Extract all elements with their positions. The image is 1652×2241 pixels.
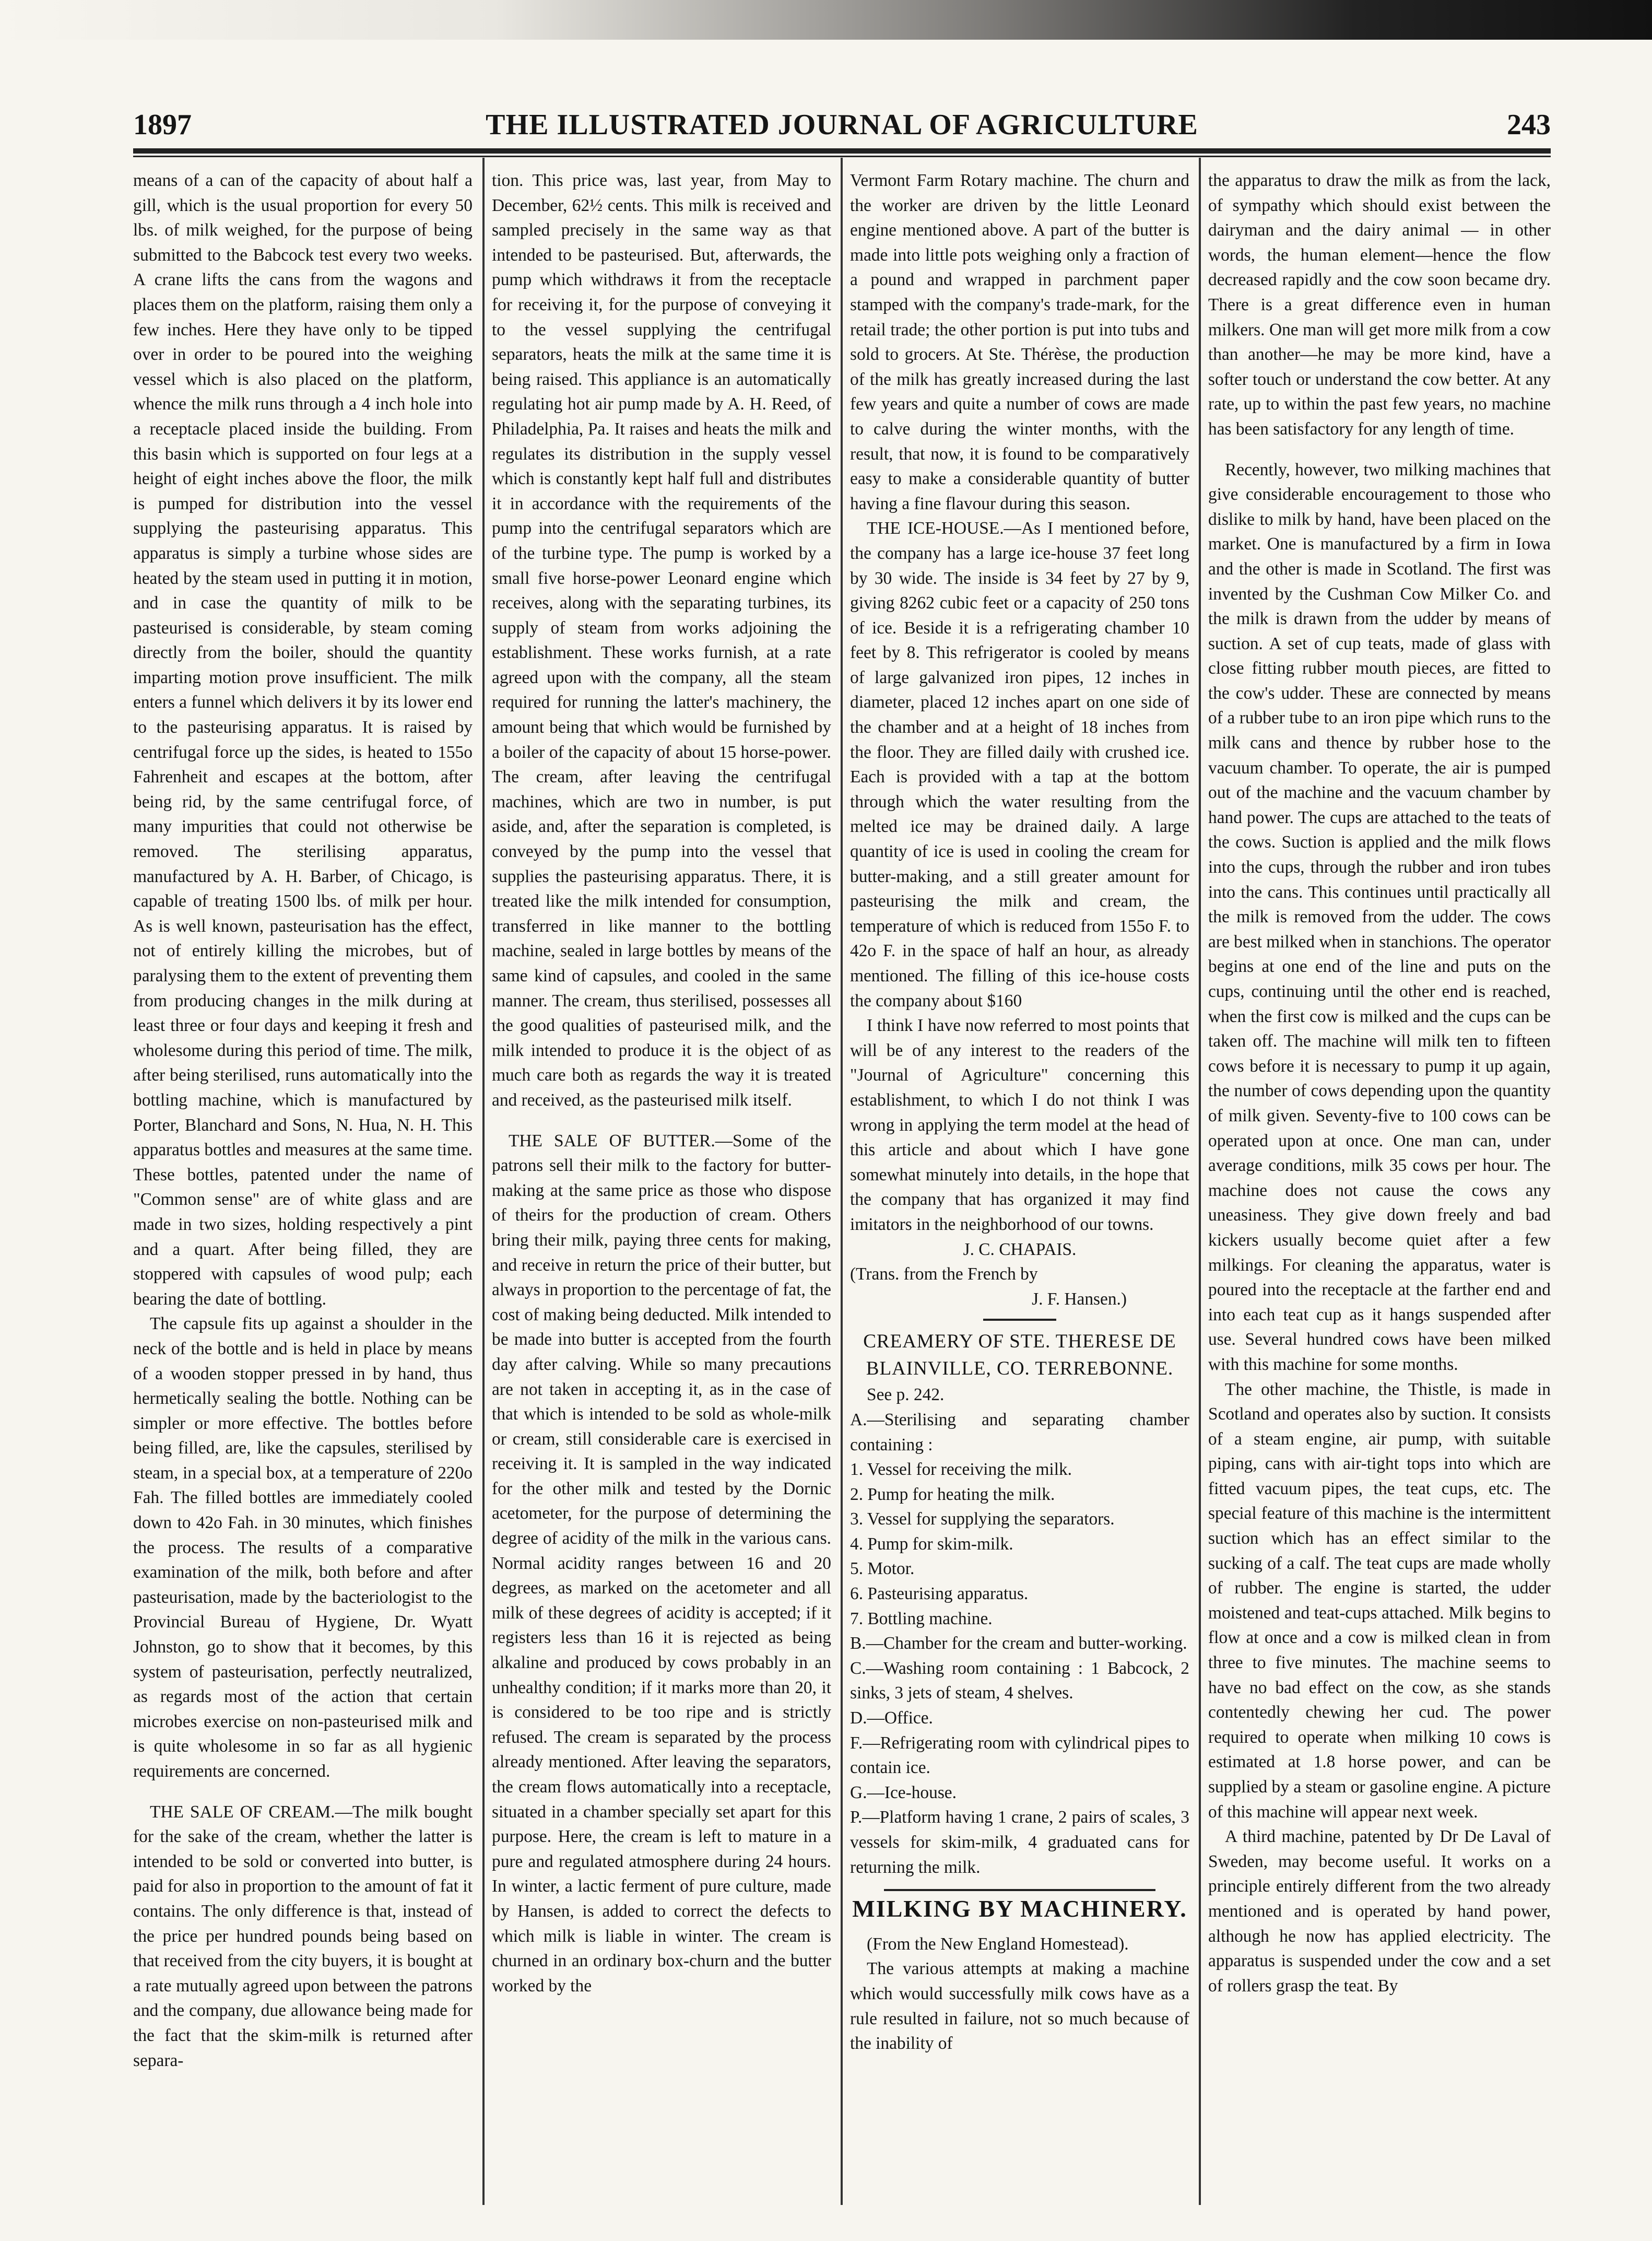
creamery-heading: CREAMERY OF STE. THERESE DE BLAINVILLE, CO. TERREBONNE. [863, 1331, 1176, 1380]
section-divider [983, 1319, 1056, 1321]
see-reference: See p. 242. [867, 1385, 945, 1405]
legend-item: A.—Sterilising and separating chamber containing : [850, 1410, 1189, 1454]
legend-item: B.—Chamber for the cream and butter-working. [850, 1634, 1187, 1653]
ice-house-paragraph: THE ICE-HOUSE.—As I mentioned before, the company has a large ice-house 37 feet long by 30 wide. The inside is 34 feet by 27 by 9, giving 8262 cubic feet or a capacity of 250 tons of ice. Beside it is a refrigerating chamber 10 feet by 8. This refrigerator is cooled by means of large galvanized iron pipes, 12 inches in diameter, placed 12 inches apart on one side of the chamber and at a height of 18 inches from the floor. They are filled daily with crushed ice. Each is provided with a tap at the bottom through which the water resulting from the melted ice may be drained daily. A large quantity of ice is used in cooling the cream for butter-making, and a still greater amount for pasteurising the milk and cream, the temperature of which is reduced from 155o F. to 42o F. in the space of half an hour, as already mentioned. The filling of this ice-house costs the company about $160 [850, 519, 1189, 1011]
article-paragraph: A third machine, patented by Dr De Laval of Sweden, may become useful. It works on a principle entirely different from the two already mentioned and is operated by hand power, although he now has applied electricity. The apparatus is suspended under the cow and a set of rollers grasp the teat. By [1208, 1827, 1551, 1996]
source-note: (From the New England Homestead). [867, 1934, 1129, 1954]
legend-list [850, 1407, 1189, 1880]
column-rule-2 [841, 158, 843, 2205]
section-divider [884, 1889, 1155, 1891]
sale-of-butter-paragraph: THE SALE OF BUTTER.—Some of the patrons sell their milk to the factory for butter-making at the same price as those who dispose of theirs for the production of cream. Others bring their milk, paying three cents for making, and receive in return the price of their butter, but always in proportion to the percentage of fat, the cost of making being deducted. Milk intended to be made into butter is accepted from the fourth day after calving. While so many precautions are not taken in accepting it, as in the case of that which is intended to be sold as whole-milk or cream, still considerable care is exercised in receiving it. It is sampled in the way indicated for the other milk and tested by the Dornic acetometer, for the purpose of determining the degree of acidity of the milk in the various cans. Normal acidity ranges between 16 and 20 degrees, as marked on the acetometer and all milk of these degrees of acidity is accepted; if it registers less than 16 it is rejected as being alkaline and produced by cows probably in an unhealthy condition; if it marks more than 20, it is considered to be too ripe and is strictly refused. The cream is separated by the process already mentioned. After leaving the separators, the cream flows automatically into a receptacle, situated in a chamber specially set apart for this purpose. Here, the cream is left to mature in a pure and regulated atmosphere during 24 hours. In winter, a lactic ferment of pure culture, made by Hansen, is added to correct the defects to which milk is liable in winter. The cream is churned in an ordinary box-churn and the butter worked by the [492, 1131, 831, 1996]
legend-item: F.—Refrigerating room with cylindrical pipes to contain ice. [850, 1733, 1189, 1778]
legend-item: C.—Washing room containing : 1 Babcock, 2 sinks, 3 jets of steam, 4 shelves. [850, 1658, 1189, 1703]
article-paragraph: Recently, however, two milking machines that give considerable encouragement to those who dislike to milk by hand, have been placed on the market. One is manufactured by a firm in Iowa and the other is made in Scotland. The first was invented by the Cushman Cow Milker Co. and the milk is drawn from the udder by means of suction. A set of cup teats, made of glass with close fitting rubber mouth pieces, are fitted to the cow's udder. These are connected by means of a rubber tube to an iron pipe which runs to the milk cans and thence by rubber hose to the vacuum chamber. To operate, the air is pumped out of the machine and the vacuum chamber by hand power. The cups are attached to the teats of the cows. Suction is applied and the milk flows into the cups, through the rubber and iron tubes into the cans. This continues until practically all the milk is removed from the udder. The cows are best milked when in stanchions. The operator begins at one end of the line and puts on the cups, continuing until the other end is reached, when the first cow is milked and the cups can be taken off. The machine will milk ten to fifteen cows before it is necessary to pump it up again, the number of cows depending upon the quantity of milk given. Seventy-five to 100 cows can be operated upon at once. One man can, under average conditions, milk 35 cows per hour. The machine does not cause the cows any uneasiness. They give down freely and bad kickers usually become quiet after a few milkings. For cleaning the apparatus, water is poured into the receptacle at the farther end and into each teat cup as it hangs suspended after use. Several hundred cows have been milked with this machine for some months. [1208, 460, 1551, 1374]
article-paragraph: The capsule fits up against a shoulder in the neck of the bottle and is held in place by means of a wooden stopper pressed in by hand, thus hermetically sealing the bottle. Nothing can be simpler or more effective. The bottles before being filled, are, like the capsules, sterilised by steam, in a special box, at a temperature of 220o Fah. The filled bottles are immediately cooled down to 42o Fah. in 30 minutes, which finishes the process. The results of a comparative examination of the milk, both before and after pasteurisation, made by the bacteriologist to the Provincial Bureau of Hygiene, Dr. Wyatt Johnston, go to show that it becomes, by this system of pasteurisation, perfectly neutralized, as regards most of the action that certain microbes exercise on non-pasteurised milk and is quite wholesome in so far as all hygienic requirements are concerned. [133, 1314, 473, 1781]
page-number: 243 [1507, 109, 1551, 141]
legend-item: 4. Pump for skim-milk. [850, 1534, 1013, 1554]
header-year: 1897 [133, 109, 192, 141]
column-2 [492, 168, 831, 2195]
column-3 [850, 168, 1189, 2195]
legend-item: D.—Office. [850, 1708, 933, 1728]
legend-item: G.—Ice-house. [850, 1782, 957, 1802]
article-paragraph: The various attempts at making a machine which would successfully milk cows have as a rule resulted in failure, not so much because of the inability of [850, 1959, 1189, 2054]
sale-of-cream-paragraph: THE SALE OF CREAM.—The milk bought for the sake of the cream, whether the latter is intended to be sold or converted into butter, is paid for also in proportion to the amount of fat it contains. The only difference is that, instead of the price per hundred pounds being based on that received from the city buyers, it is bought at a rate mutually agreed upon between the patrons and the company, due allowance being made for the fact that the skim-milk is returned after separa- [133, 1802, 473, 2070]
header-rule-thin [133, 156, 1551, 157]
legend-item: 5. Motor. [850, 1559, 915, 1579]
article-paragraph: I think I have now referred to most points that will be of any interest to the readers of the "Journal of Agriculture" concerning this establishment, to which I do not think I was wrong in applying the term model at the head of this article and about which I have gone somewhat minutely into details, in the hope that the company that has organized it may find imitators in the neighborhood of our towns. [850, 1016, 1189, 1234]
column-4 [1208, 168, 1551, 2195]
article-paragraph: The other machine, the Thistle, is made in Scotland and operates also by suction. It consists of a steam engine, air pump, with suitable piping, cans with air-tight tops into which are fitted vacuum pipes, the teat cups, etc. The special feature of this machine is the intermittent suction which has an effect similar to the sucking of a calf. The teat cups are made wholly of rubber. The engine is started, the udder moistened and teat-cups attached. Milk begins to flow at once and a cow is milked clean in from three to five minutes. The machine seems to have no bad effect on the cow, as she stands contentedly chewing her cud. The power required to operate when milking 10 cows is estimated at 1.8 horse power, and can be supplied by a steam or gasoline engine. A picture of this machine will appear next week. [1208, 1379, 1551, 1822]
author-signature: J. C. CHAPAIS. [963, 1239, 1077, 1259]
translation-note: (Trans. from the French by [850, 1264, 1038, 1284]
legend-item: 6. Pasteurising apparatus. [850, 1584, 1029, 1604]
scan-edge-band [0, 0, 1652, 47]
legend-item: P.—Platform having 1 crane, 2 pairs of scales, 3 vessels for skim-milk, 4 graduated cans for returning the milk. [850, 1808, 1189, 1877]
column-rule-3 [1199, 158, 1201, 2205]
translator-name: J. F. Hansen.) [1032, 1289, 1127, 1309]
legend-item: 7. Bottling machine. [850, 1609, 993, 1628]
article-paragraph: the apparatus to draw the milk as from the lack, of sympathy which should exist between the dairyman and the dairy animal — in other words, the human element—hence the flow decreased rapidly and the cow soon became dry. There is a great difference even in human milkers. One man will get more milk from a cow than another—he may be more kind, have a softer touch or understand the cow better. At any rate, up to within the past few years, no machine has been satisfactory for any length of time. [1208, 171, 1551, 439]
column-1 [133, 168, 473, 2195]
article-paragraph: Vermont Farm Rotary machine. The churn and the worker are driven by the little Leonard engine mentioned above. A part of the butter is made into little pots weighing only a fraction of a pound and wrapped in parchment paper stamped with the company's trade-mark, for the retail trade; the other portion is put into tubs and sold to grocers. At Ste. Thérèse, the production of the milk has greatly increased during the last few years and quite a number of cows are made to calve during the winter months, with the result, that now, it is found to be comparatively easy to make a considerable quantity of butter having a fine flavour during this season. [850, 171, 1189, 513]
running-header [133, 104, 1551, 145]
legend-item: 1. Vessel for receiving the milk. [850, 1460, 1072, 1480]
header-rule [133, 148, 1551, 154]
column-rule-1 [482, 158, 485, 2205]
legend-item: 3. Vessel for supplying the separators. [850, 1509, 1115, 1529]
legend-item: 2. Pump for heating the milk. [850, 1484, 1055, 1504]
article-paragraph: tion. This price was, last year, from May to December, 62½ cents. This milk is received and sampled precisely in the same way as that intended to be pasteurised. But, afterwards, the pump which withdraws it from the receptacle for receiving it, for the purpose of conveying it to the vessel supplying the centrifugal separators, heats the milk at the same time it is being raised. This appliance is an automatically regulating hot air pump made by A. H. Reed, of Philadelphia, Pa. It raises and heats the milk and regulates its distribution in the supply vessel which is constantly kept half full and distributes it in accordance with the requirements of the pump into the centrifugal separators which are of the turbine type. The pump is worked by a small five horse-power Leonard engine which receives, along with the separating turbines, its supply of steam from works adjoining the establishment. These works furnish, at a rate agreed upon with the company, all the steam required for running the latter's machinery, the amount being that which would be furnished by a boiler of the capacity of about 15 horse-power. The cream, after leaving the centrifugal machines, which are two in number, is put aside, and, after the separation is completed, is conveyed by the pump into the vessel that supplies the pasteurising apparatus. There, it is treated like the milk intended for consumption, transferred in like manner to the bottling machine, sealed in large bottles by means of the same kind of capsules, and cooled in the same manner. The cream, thus sterilised, possesses all the good qualities of pasteurised milk, and the milk intended to produce it is the object of as much care both as regards the way it is treated and received, as the pasteurised milk itself. [492, 171, 831, 1110]
milking-heading: MILKING BY MACHINERY. [852, 1895, 1187, 1922]
journal-title: THE ILLUSTRATED JOURNAL OF AGRICULTURE [486, 109, 1198, 141]
article-paragraph: means of a can of the capacity of about half a gill, which is the usual proportion for every 50 lbs. of milk weighed, for the purpose of being submitted to the Babcock test every two weeks. A crane lifts the cans from the wagons and places them on the platform, raising them only a few inches. Here they have only to be tipped over in order to be poured into the weighing vessel which is also placed on the platform, whence the milk runs through a 4 inch hole into a receptacle placed inside the building. From this basin which is supported on four legs at a height of eight inches above the floor, the milk is pumped for distribution into the vessel supplying the pasteurising apparatus. This apparatus is simply a turbine whose sides are heated by the steam used in putting it in motion, and in case the quantity of milk to be pasteurised is considerable, by steam coming directly from the boiler, should the quantity imparting motion prove insufficient. The milk enters a funnel which delivers it by its lower end to the pasteurising apparatus. It is raised by centrifugal force up the sides, is heated to 155o Fahrenheit and escapes at the bottom, after being rid, by the same centrifugal force, of many impurities that could not otherwise be removed. The sterilising apparatus, manufactured by A. H. Barber, of Chicago, is capable of treating 1500 lbs. of milk per hour. As is well known, pasteurisation has the effect, not of entirely killing the microbes, but of paralysing them to the extent of preventing them from producing changes in the milk during at least three or four days and keeping it fresh and wholesome during this period of time. The milk, after being sterilised, runs automatically into the bottling machine, which is manufactured by Porter, Blanchard and Sons, N. Hua, N. H. This apparatus bottles and measures at the same time. These bottles, patented under the name of "Common sense" are of white glass and are made in two sizes, holding respectively a pint and a quart. After being filled, they are stoppered with capsules of wood pulp; each bearing the date of bottling. [133, 171, 473, 1309]
